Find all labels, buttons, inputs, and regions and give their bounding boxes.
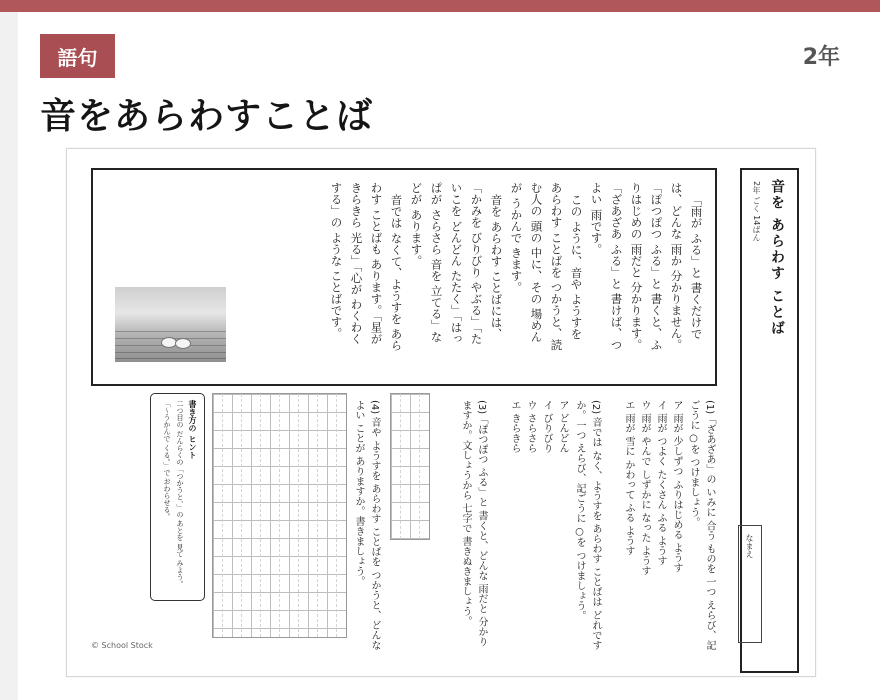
q1-option-i[interactable]: イ 雨が つよく たくさん ふる ようす <box>655 400 666 566</box>
rain-photo-image <box>115 287 226 362</box>
story-line: ぱが さらさら 音を 立てる」な <box>429 182 444 343</box>
hint-title: 書き方の ヒント <box>188 400 197 459</box>
story-line: する」の ような ことばです。 <box>329 182 344 339</box>
story-line: 「かみを びりびり やぶる」「た <box>469 182 484 345</box>
hint-box <box>150 393 205 601</box>
q2-prompt-cont: か。一つ えらび、記ごうに ○を つけましょう。 <box>574 400 585 621</box>
story-line: どが あります。 <box>409 182 424 267</box>
name-label: なまえ <box>745 534 754 558</box>
story-line: この ように、音や ようすを <box>569 194 584 340</box>
q4-answer-grid[interactable] <box>212 393 347 638</box>
story-line: が うかんで きます。 <box>509 182 524 293</box>
q2-option-a[interactable]: ア どんどん <box>557 400 568 454</box>
q4-prompt-cont: よい ことが ありますか。書きましょう。 <box>353 400 364 587</box>
story-line: 音では なくて、ようすを あら <box>389 194 404 351</box>
story-line: 「ざあざあ ふる」と 書けば、つ <box>609 182 624 351</box>
story-line: は、どんな 雨か 分かりません。 <box>669 182 684 351</box>
story-line: わす ことばも あります。「星が <box>369 182 384 345</box>
story-line: 音を あらわす ことばには、 <box>489 194 504 340</box>
q2-option-e[interactable]: エ きらきら <box>509 400 520 454</box>
story-line: あらわす ことばを つかうと、読 <box>549 182 564 351</box>
name-box <box>738 525 762 643</box>
story-line: 「雨が ふる」と 書くだけで <box>689 194 704 340</box>
story-line: 「ぽつぽつ ふる」と 書くと、ふ <box>649 182 664 351</box>
worksheet-title: 音を あらわす ことば <box>769 179 785 337</box>
q3-answer-grid[interactable] <box>390 393 430 540</box>
q1-option-u[interactable]: ウ 雨が やんで しずかに なった ようす <box>639 400 650 576</box>
hint-line-1: 二つ目の だんらくの「つかうと、」の あとを 見て みよう。 <box>176 400 184 588</box>
story-line: よい 雨です。 <box>589 182 604 255</box>
q1-option-e[interactable]: エ 雨が 雪に かわって ふる ようす <box>623 400 634 556</box>
worksheet <box>66 148 816 677</box>
q4-prompt: (4) 音や ようすを あらわす ことばを つかうと、どんな <box>369 400 380 651</box>
q3-prompt: (3)「ぽつぽつ ふる」と 書くと、どんな 雨だと 分かり <box>476 400 487 647</box>
category-badge: 語句 <box>40 34 115 78</box>
top-accent-bar <box>0 0 880 12</box>
story-line: む人の 頭の 中に、その 場めん <box>529 182 544 343</box>
q2-option-u[interactable]: ウ さらさら <box>525 400 536 454</box>
q2-prompt: (2) 音では なく、ようすを あらわす ことばは どれです <box>590 400 601 651</box>
story-line: りはじめの 雨だと 分かります。 <box>629 182 644 351</box>
story-line: きらきら 光る」「心が わくわく <box>349 182 364 345</box>
reading-passage <box>91 168 717 386</box>
copyright: © School Stock <box>91 641 153 650</box>
q1-prompt: (1)「ざあざあ」の いみに 合う ものを 一つ えらび、記 <box>704 400 715 651</box>
worksheet-subtitle: 2年 ごく 14ばん <box>752 181 761 242</box>
grade-label: 2年 <box>802 45 840 70</box>
hint-line-2: 「〜うかんで くる。」で おわらせる。 <box>163 400 171 520</box>
story-line: いこを どんどん たたく」「はっ <box>449 182 464 345</box>
q2-option-i[interactable]: イ びりびり <box>541 400 552 454</box>
q3-prompt-cont: ますか。文しょうから 七字で 書きぬきましょう。 <box>460 400 471 627</box>
page-title: 音をあらわすことば <box>40 96 374 137</box>
q1-option-a[interactable]: ア 雨が 少しずつ ふりはじめる ようす <box>671 400 682 573</box>
q1-prompt-cont: ごうに ○を つけましょう。 <box>688 400 699 528</box>
shoe-icon <box>175 338 191 349</box>
